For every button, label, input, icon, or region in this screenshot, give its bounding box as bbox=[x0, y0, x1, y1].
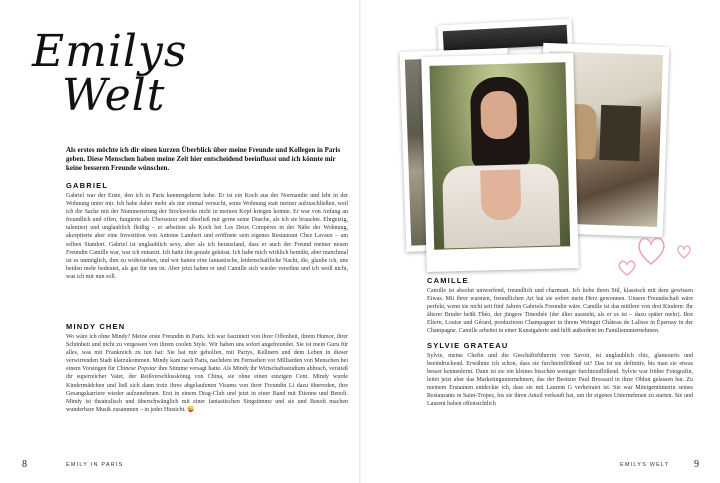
running-footer-left: EMILY IN PARIS bbox=[66, 462, 124, 468]
intro-paragraph: Als erstes möchte ich dir einen kurzen Überblick über meine Freunde und Kollegen in Paris geben. Diese Menschen haben meine Zeit hier entscheidend beeinflusst und ich könnte mir keine besseren Freunde wünschen. bbox=[66, 146, 341, 172]
title-line-2: Welt bbox=[62, 70, 166, 121]
text-mindy-show: Chinese Popstar bbox=[116, 366, 157, 373]
page-gutter bbox=[359, 0, 361, 483]
text-camille: Camille ist absolut umwerfend, freundlich und charmant. Ich liebe ihren Stil, klassisch mit dem gewissen Etwas. Mit ihrer warmen, freundlichen Art hat sie sofort mein Herz gewonnen. Unsere Freundschaft wäre perfekt, wenn sie nicht seit fünf Jahren Gabriels Freundin wäre. Camille ist das mittlere von drei Kindern: Ihr älterer Bruder heißt Théo, der jüngere Timothée (der älter aussieht, als er es ist – dazu später mehr). Ihre Eltern, Louise und Gérard, produzieren Champagner in ihrem Weingut Château de Lalisse in Épernay in der Champagne. Camille arbeitet in einer Kunstgalerie und hilft außerdem im Familienunternehmen. bbox=[427, 288, 693, 335]
right-column bbox=[427, 276, 693, 408]
running-footer-right: EMILYS WELT bbox=[620, 462, 670, 468]
page-title bbox=[32, 26, 192, 121]
heart-doodle-small-icon bbox=[676, 243, 692, 260]
heart-doodle-medium-icon bbox=[617, 258, 637, 278]
heart-doodle-large-icon bbox=[636, 233, 666, 267]
page-number-left: 8 bbox=[22, 459, 27, 470]
section-gabriel bbox=[66, 181, 348, 281]
title-line-1: Emilys bbox=[32, 26, 188, 77]
heading-gabriel: GABRIEL bbox=[66, 181, 109, 190]
photo-main-portrait bbox=[421, 53, 579, 272]
section-mindy bbox=[66, 322, 348, 414]
heading-camille: CAMILLE bbox=[427, 276, 469, 285]
heading-mindy: MINDY CHEN bbox=[66, 322, 126, 331]
text-mindy-part2: ihre Stimme versagt hatte. Als Mindy ihr Wirtschaftsstudium abbrach, verstieß ihr superreicher Vater, der Reißverschlusskönig von China, sie ohne einen einzigen Cent. Mindy wurde Kindermädchen und ließ sich dann trotz ihres abgelaufenen Visums von ihrer Freundin Li dazu überreden, ihre Gesangskarriere wieder aufzunehmen. Erst in einem Drag-Club und jetzt in einer Band mit Étienne und Benoît. Mindy ist theatralisch und überschwänglich mit einer fantastischen Singstimme und sie und Benoît machen wunderbare Musik zusammen – in jeder Hinsicht. 😜 bbox=[66, 366, 348, 413]
text-mindy bbox=[66, 333, 348, 414]
heading-sylvie: SYLVIE GRATEAU bbox=[427, 340, 509, 350]
text-gabriel: Gabriel war der Erste, den ich in Paris kennengelernt habe. Er ist ein Koch aus der Normandie und lebt in der Wohnung unter mir. Ich habe daher mehr als nur einmal versucht, seine Wohnung statt meiner aufzuschließen, weil ich die Sache mit der Nummerierung der Stockwerke nicht in meinen Kopf kriegen konnte. Er war von Anfang an freundlich und offen, fungierte als Übersetzer und überließ mir gerne seine Dusche, als ich sie brauchte. Ehrgeizig, talentiert und unglaublich fleißig – er arbeitete als Koch bei Les Deux Compères in der Nähe der Wohnung, akzeptierte aber eine Investition von Antoine Lambert und eröffnete sein eigenes Restaurant Chez Lavaux – am selben Standort. Gabriel ist unglaublich sexy, aber als ich herausfand, dass er auch der Freund meiner neuen Freundin Camille war, war ich entsetzt. Ich hatte ihn gerade geküsst. Ich habe mich wirklich bemüht, aber manchmal ist es unmöglich, ihm zu widerstehen, und wir hatten eine fantastische, leidenschaftliche Nacht, die, glaube ich, uns beiden mehr bedeutet, als gut für uns ist. Aber jetzt haben er und Camille sich wieder versöhnt und ich weiß nicht, was ich mir nun soll. bbox=[66, 193, 348, 280]
page-number-right: 9 bbox=[694, 459, 699, 470]
text-mindy-part1: Wo wäre ich ohne Mindy? Meine erste Freundin in Paris. Ich war fasziniert von ihrer Offenheit, ihrem Humor, ihrer Schönheit und nicht zu vergessen von ihrem coolen Style. Wir haben uns sofort angefreundet. Sie ist mein Guru für alles, was mit Frankreich zu tun hat: Sie hat mir geholfen, mit Partys, Kellnern und dem Leben in dieser verwirrenden Stadt klarzukommen. Mindy kam nach Paris, nachdem im Fernsehen vor Milliarden von Menschen bei einem Vorsingen für bbox=[66, 334, 348, 373]
text-sylvie: Sylvie, meine Chefin und die Geschäftsführerin von Savoir, ist unglaublich chic, glamourös und beeindruckend. Erwähnte ich schon, dass sie furchteinflößend ist? Das ist sie definitiv, bis man sie etwas besser kennenlernt. Dann ist sie ein kleines bisschen weniger furchteinflößend. Sylvie war früher Fotografin, leitet jetzt aber das Marketingunternehmen, das der Besitzer Paul Brossard in ihrer Obhut gelassen hat. Zu meinem Erstaunen entdeckte ich, dass sie mit Laurent G verheiratet ist. Sie war Miteigentümerin seines Restaurants in Saint-Tropez, bis sie ihren Anteil verkauft hat, um ihr eigenes Unternehmen zu starten. Sie und Laurent haben offensichtlich bbox=[427, 352, 693, 408]
